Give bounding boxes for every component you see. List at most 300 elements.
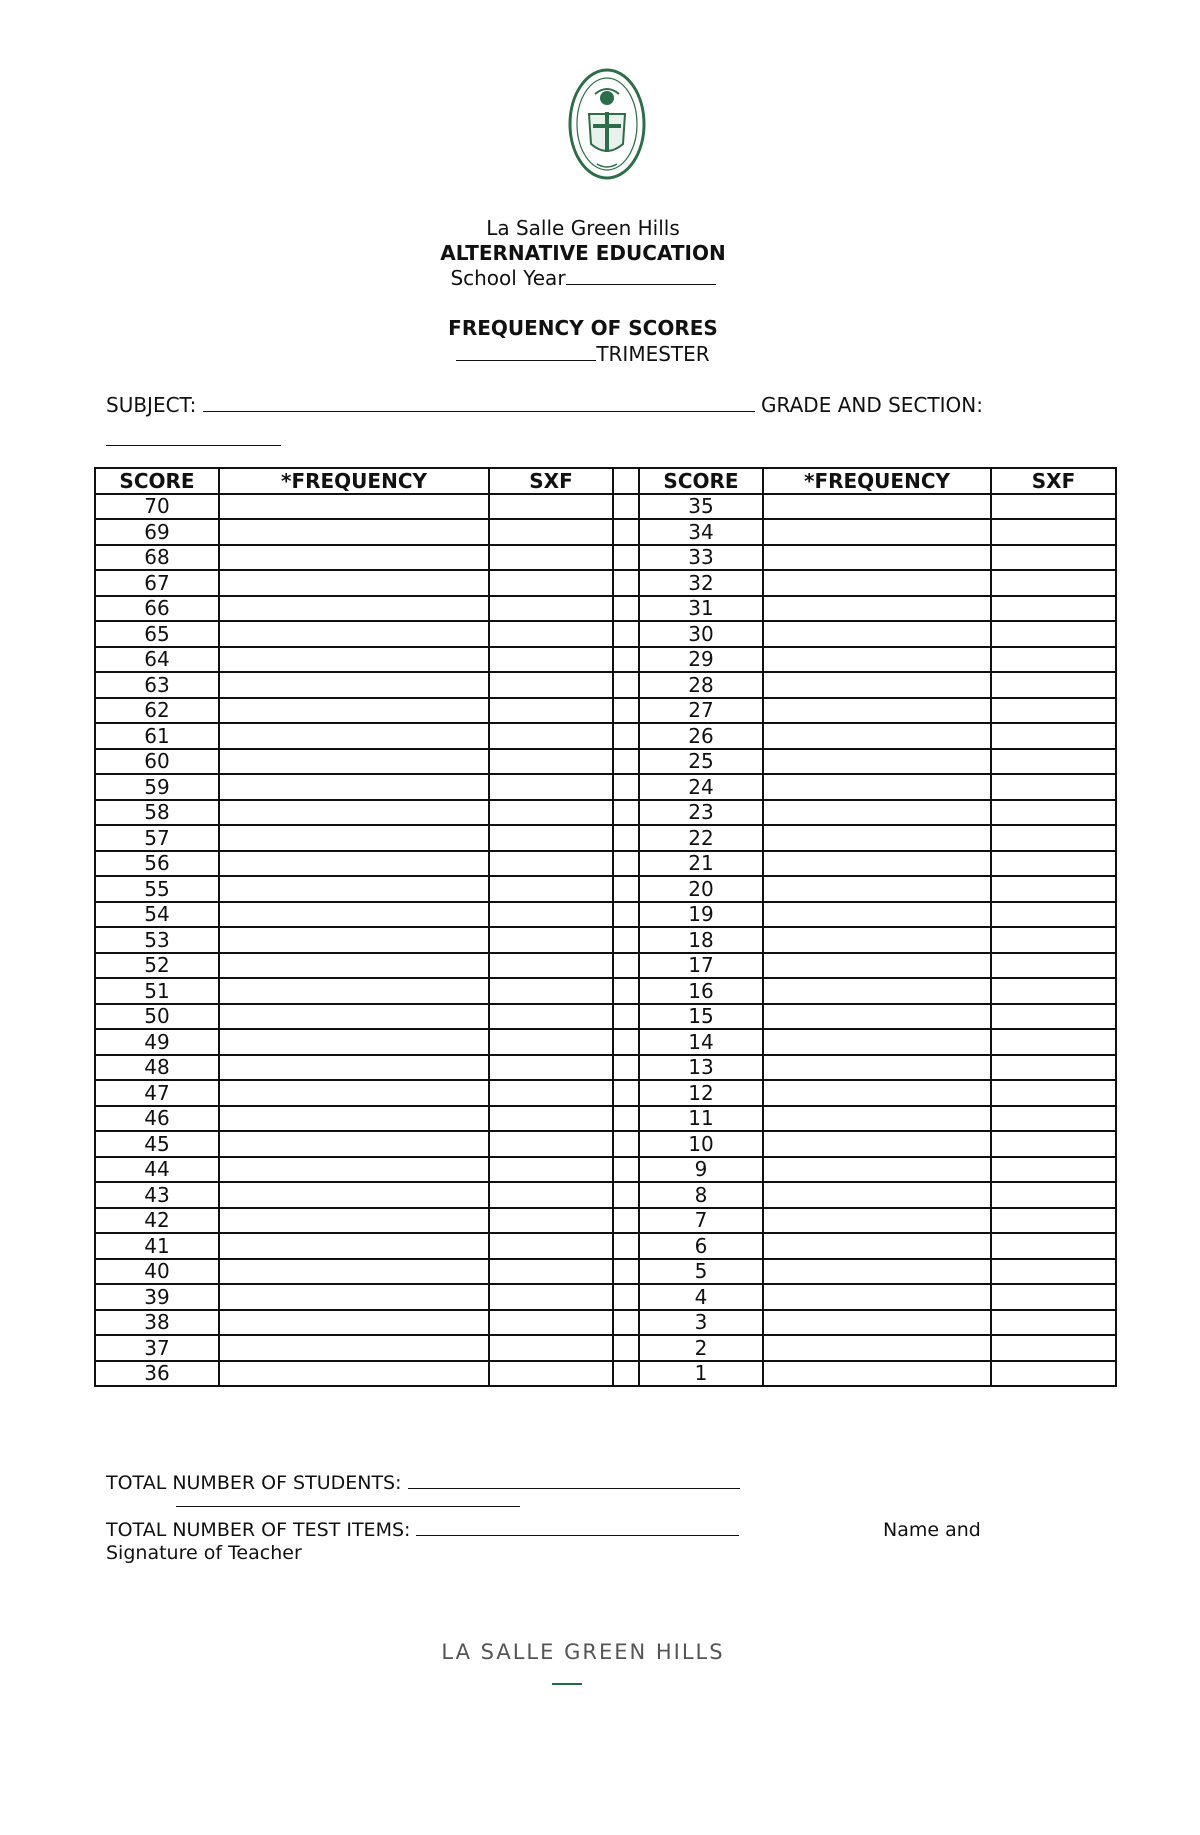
table-row [95,978,1116,1004]
frequency-cell-left[interactable] [219,1284,489,1310]
total-students-label: TOTAL NUMBER OF STUDENTS: [106,1472,402,1494]
frequency-cell-left[interactable] [219,494,489,520]
sxf-cell-left[interactable] [489,596,613,622]
score-cell-left: 54 [95,902,219,928]
score-cell-right: 27 [639,698,763,724]
sxf-cell-right[interactable] [991,621,1116,647]
school-year-blank[interactable] [566,284,716,285]
sxf-cell-left[interactable] [489,570,613,596]
sxf-cell-right[interactable] [991,672,1116,698]
frequency-cell-right[interactable] [763,519,991,545]
sxf-cell-right[interactable] [991,545,1116,571]
score-cell-right: 9 [639,1157,763,1183]
column-gap-cell [613,1029,639,1055]
frequency-cell-left[interactable] [219,876,489,902]
score-cell-left: 36 [95,1361,219,1387]
score-cell-right: 20 [639,876,763,902]
column-gap-cell [613,749,639,775]
col-header-score-right: SCORE [639,468,763,494]
table-row [95,851,1116,877]
score-cell-left: 56 [95,851,219,877]
frequency-cell-left[interactable] [219,519,489,545]
frequency-cell-right[interactable] [763,494,991,520]
score-cell-left: 57 [95,825,219,851]
score-cell-left: 70 [95,494,219,520]
score-cell-left: 45 [95,1131,219,1157]
table-body [95,494,1116,1387]
frequency-cell-right[interactable] [763,1182,991,1208]
score-cell-right: 1 [639,1361,763,1387]
score-cell-left: 41 [95,1233,219,1259]
column-gap-cell [613,1106,639,1132]
column-gap-cell [613,876,639,902]
frequency-cell-right[interactable] [763,749,991,775]
col-header-score-left: SCORE [95,468,219,494]
frequency-cell-left[interactable] [219,927,489,953]
table-row [95,1233,1116,1259]
table-row [95,1182,1116,1208]
frequency-cell-left[interactable] [219,1208,489,1234]
score-cell-right: 34 [639,519,763,545]
sxf-cell-left[interactable] [489,851,613,877]
column-gap-cell [613,1080,639,1106]
sxf-cell-left[interactable] [489,1335,613,1361]
column-gap-cell [613,1131,639,1157]
frequency-cell-left[interactable] [219,596,489,622]
frequency-cell-right[interactable] [763,851,991,877]
sxf-cell-left[interactable] [489,1106,613,1132]
school-year-line [0,266,1166,290]
column-gap-cell [613,519,639,545]
total-items-label: TOTAL NUMBER OF TEST ITEMS: [106,1519,411,1541]
sxf-cell-left[interactable] [489,1029,613,1055]
column-gap-cell [613,953,639,979]
column-gap-cell [613,570,639,596]
frequency-cell-right[interactable] [763,1208,991,1234]
sxf-cell-right[interactable] [991,1004,1116,1030]
table-row [95,545,1116,571]
col-header-frequency-right: *FREQUENCY [763,468,991,494]
frequency-cell-right[interactable] [763,545,991,571]
sxf-cell-left[interactable] [489,672,613,698]
sxf-cell-left[interactable] [489,1310,613,1336]
score-cell-right: 2 [639,1335,763,1361]
sxf-cell-right[interactable] [991,647,1116,673]
frequency-cell-left[interactable] [219,1157,489,1183]
sxf-cell-right[interactable] [991,1361,1116,1387]
subject-line [106,393,983,417]
table-row [95,570,1116,596]
score-cell-left: 63 [95,672,219,698]
frequency-cell-right[interactable] [763,1106,991,1132]
sxf-cell-right[interactable] [991,876,1116,902]
frequency-cell-left[interactable] [219,825,489,851]
score-cell-right: 6 [639,1233,763,1259]
score-cell-left: 37 [95,1335,219,1361]
frequency-cell-left[interactable] [219,621,489,647]
sxf-cell-right[interactable] [991,1055,1116,1081]
signature-of-teacher-label: Signature of Teacher [106,1542,302,1564]
frequency-cell-left[interactable] [219,1131,489,1157]
frequency-cell-right[interactable] [763,927,991,953]
frequency-cell-left[interactable] [219,1310,489,1336]
frequency-cell-left[interactable] [219,953,489,979]
score-cell-right: 26 [639,723,763,749]
sxf-cell-left[interactable] [489,927,613,953]
table-row [95,723,1116,749]
column-gap-cell [613,698,639,724]
col-header-frequency-left: *FREQUENCY [219,468,489,494]
sxf-cell-left[interactable] [489,621,613,647]
score-cell-left: 55 [95,876,219,902]
column-gap [613,468,639,494]
table-row [95,876,1116,902]
frequency-cell-left[interactable] [219,800,489,826]
frequency-cell-right[interactable] [763,825,991,851]
column-gap-cell [613,1157,639,1183]
grade-section-label: GRADE AND SECTION: [761,393,983,417]
score-cell-left: 46 [95,1106,219,1132]
sxf-cell-left[interactable] [489,723,613,749]
sxf-cell-right[interactable] [991,1335,1116,1361]
score-cell-right: 33 [639,545,763,571]
sxf-cell-right[interactable] [991,723,1116,749]
frequency-cell-left[interactable] [219,749,489,775]
sxf-cell-left[interactable] [489,545,613,571]
frequency-cell-right[interactable] [763,1310,991,1336]
score-cell-right: 25 [639,749,763,775]
frequency-cell-right[interactable] [763,876,991,902]
sxf-cell-left[interactable] [489,953,613,979]
table-row [95,1106,1116,1132]
table-row [95,596,1116,622]
sxf-cell-left[interactable] [489,800,613,826]
column-gap-cell [613,545,639,571]
sxf-cell-right[interactable] [991,1157,1116,1183]
score-cell-right: 11 [639,1106,763,1132]
column-gap-cell [613,851,639,877]
table-row [95,1004,1116,1030]
score-cell-right: 35 [639,494,763,520]
frequency-cell-left[interactable] [219,545,489,571]
frequency-cell-left[interactable] [219,1055,489,1081]
sxf-cell-left[interactable] [489,902,613,928]
frequency-cell-right[interactable] [763,953,991,979]
frequency-cell-left[interactable] [219,978,489,1004]
sxf-cell-left[interactable] [489,1055,613,1081]
column-gap-cell [613,672,639,698]
sxf-cell-right[interactable] [991,519,1116,545]
brand-divider [552,1683,582,1685]
sxf-cell-left[interactable] [489,647,613,673]
column-gap-cell [613,902,639,928]
table-row [95,749,1116,775]
sxf-cell-left[interactable] [489,1131,613,1157]
score-cell-left: 38 [95,1310,219,1336]
sxf-cell-left[interactable] [489,978,613,1004]
column-gap-cell [613,1055,639,1081]
frequency-cell-left[interactable] [219,672,489,698]
trimester-line [0,342,1166,366]
sxf-cell-right[interactable] [991,570,1116,596]
score-cell-right: 7 [639,1208,763,1234]
sxf-cell-right[interactable] [991,1106,1116,1132]
school-year-label: School Year [450,266,566,290]
frequency-cell-right[interactable] [763,902,991,928]
score-cell-left: 58 [95,800,219,826]
sxf-cell-left[interactable] [489,1080,613,1106]
table-row [95,1131,1116,1157]
frequency-cell-left[interactable] [219,1182,489,1208]
column-gap-cell [613,1233,639,1259]
frequency-cell-right[interactable] [763,1233,991,1259]
score-cell-left: 68 [95,545,219,571]
frequency-cell-right[interactable] [763,621,991,647]
score-cell-right: 31 [639,596,763,622]
score-cell-right: 16 [639,978,763,1004]
sxf-cell-left[interactable] [489,519,613,545]
column-gap-cell [613,1208,639,1234]
frequency-cell-right[interactable] [763,978,991,1004]
score-cell-right: 24 [639,774,763,800]
score-cell-right: 8 [639,1182,763,1208]
sxf-cell-right[interactable] [991,1080,1116,1106]
sxf-cell-left[interactable] [489,825,613,851]
frequency-cell-right[interactable] [763,672,991,698]
sxf-cell-right[interactable] [991,1131,1116,1157]
score-cell-left: 62 [95,698,219,724]
table-row [95,1080,1116,1106]
score-cell-left: 39 [95,1284,219,1310]
sxf-cell-right[interactable] [991,1029,1116,1055]
score-cell-right: 30 [639,621,763,647]
frequency-cell-left[interactable] [219,774,489,800]
table-row [95,953,1116,979]
column-gap-cell [613,1361,639,1387]
score-cell-left: 43 [95,1182,219,1208]
sxf-cell-right[interactable] [991,953,1116,979]
frequency-cell-left[interactable] [219,698,489,724]
sxf-cell-left[interactable] [489,876,613,902]
table-row [95,1335,1116,1361]
score-cell-right: 12 [639,1080,763,1106]
column-gap-cell [613,723,639,749]
score-cell-right: 22 [639,825,763,851]
frequency-cell-right[interactable] [763,1361,991,1387]
frequency-cell-left[interactable] [219,647,489,673]
trimester-label: TRIMESTER [596,342,710,366]
table-row [95,1055,1116,1081]
frequency-cell-left[interactable] [219,570,489,596]
score-cell-right: 19 [639,902,763,928]
frequency-cell-right[interactable] [763,1335,991,1361]
score-cell-right: 15 [639,1004,763,1030]
table-row [95,1361,1116,1387]
table-row [95,494,1116,520]
sxf-cell-right[interactable] [991,1208,1116,1234]
sxf-cell-right[interactable] [991,1259,1116,1285]
frequency-cell-right[interactable] [763,800,991,826]
sxf-cell-left[interactable] [489,1233,613,1259]
sxf-cell-right[interactable] [991,749,1116,775]
form-title: FREQUENCY OF SCORES [448,316,718,340]
frequency-cell-left[interactable] [219,1080,489,1106]
score-cell-left: 66 [95,596,219,622]
total-items-blank[interactable] [416,1535,739,1536]
name-and-label: Name and [883,1519,981,1541]
score-cell-left: 40 [95,1259,219,1285]
table-row [95,927,1116,953]
score-cell-left: 53 [95,927,219,953]
sxf-cell-right[interactable] [991,1233,1116,1259]
score-cell-right: 3 [639,1310,763,1336]
frequency-cell-right[interactable] [763,1284,991,1310]
school-seal-logo [567,66,647,192]
sxf-cell-left[interactable] [489,494,613,520]
score-cell-right: 28 [639,672,763,698]
sxf-cell-left[interactable] [489,1361,613,1387]
sxf-cell-left[interactable] [489,749,613,775]
table-row [95,774,1116,800]
sxf-cell-left[interactable] [489,1157,613,1183]
score-cell-left: 64 [95,647,219,673]
score-cell-right: 23 [639,800,763,826]
program-title: ALTERNATIVE EDUCATION [440,241,726,265]
score-cell-left: 59 [95,774,219,800]
score-cell-left: 50 [95,1004,219,1030]
column-gap-cell [613,1335,639,1361]
frequency-cell-left[interactable] [219,1335,489,1361]
score-cell-left: 52 [95,953,219,979]
score-cell-left: 48 [95,1055,219,1081]
sxf-cell-right[interactable] [991,927,1116,953]
frequency-cell-right[interactable] [763,723,991,749]
column-gap-cell [613,825,639,851]
frequency-cell-left[interactable] [219,1233,489,1259]
sxf-cell-right[interactable] [991,902,1116,928]
score-cell-left: 51 [95,978,219,1004]
table-row [95,800,1116,826]
table-row [95,672,1116,698]
score-cell-left: 44 [95,1157,219,1183]
score-cell-left: 69 [95,519,219,545]
table-row [95,902,1116,928]
frequency-cell-right[interactable] [763,570,991,596]
trimester-blank[interactable] [456,360,596,361]
frequency-cell-left[interactable] [219,1361,489,1387]
total-students-blank[interactable] [408,1488,740,1489]
sxf-cell-left[interactable] [489,698,613,724]
frequency-cell-right[interactable] [763,1004,991,1030]
sxf-cell-left[interactable] [489,1284,613,1310]
sxf-cell-right[interactable] [991,1284,1116,1310]
score-cell-right: 21 [639,851,763,877]
table-row [95,1284,1116,1310]
score-cell-left: 67 [95,570,219,596]
sxf-cell-right[interactable] [991,698,1116,724]
frequency-cell-left[interactable] [219,1259,489,1285]
sxf-cell-right[interactable] [991,851,1116,877]
sxf-cell-left[interactable] [489,774,613,800]
table-row [95,621,1116,647]
score-cell-right: 4 [639,1284,763,1310]
school-name: La Salle Green Hills [486,216,680,240]
sxf-cell-right[interactable] [991,825,1116,851]
score-cell-right: 5 [639,1259,763,1285]
frequency-cell-right[interactable] [763,596,991,622]
score-cell-left: 61 [95,723,219,749]
sxf-cell-left[interactable] [489,1259,613,1285]
frequency-cell-left[interactable] [219,1029,489,1055]
frequency-cell-left[interactable] [219,1106,489,1132]
column-gap-cell [613,494,639,520]
frequency-cell-right[interactable] [763,774,991,800]
score-cell-right: 32 [639,570,763,596]
column-gap-cell [613,621,639,647]
frequency-cell-left[interactable] [219,1004,489,1030]
sxf-cell-left[interactable] [489,1182,613,1208]
sxf-cell-left[interactable] [489,1208,613,1234]
sxf-cell-right[interactable] [991,1182,1116,1208]
score-cell-left: 49 [95,1029,219,1055]
frequency-cell-right[interactable] [763,1157,991,1183]
table-row [95,519,1116,545]
sxf-cell-right[interactable] [991,494,1116,520]
score-cell-left: 42 [95,1208,219,1234]
table-row [95,1259,1116,1285]
score-cell-left: 47 [95,1080,219,1106]
subject-label: SUBJECT: [106,393,197,417]
frequency-cell-left[interactable] [219,851,489,877]
frequency-cell-left[interactable] [219,902,489,928]
sxf-cell-left[interactable] [489,1004,613,1030]
table-row [95,647,1116,673]
column-gap-cell [613,1310,639,1336]
frequency-cell-right[interactable] [763,1131,991,1157]
score-cell-right: 29 [639,647,763,673]
table-row [95,1157,1116,1183]
frequency-cell-right[interactable] [763,1055,991,1081]
column-gap-cell [613,647,639,673]
score-cell-right: 18 [639,927,763,953]
column-gap-cell [613,978,639,1004]
subject-blank[interactable] [203,411,755,412]
brand-name: LA SALLE GREEN HILLS [441,1640,725,1664]
frequency-cell-right[interactable] [763,1259,991,1285]
score-cell-right: 13 [639,1055,763,1081]
score-cell-right: 14 [639,1029,763,1055]
sxf-cell-right[interactable] [991,800,1116,826]
frequency-cell-right[interactable] [763,1029,991,1055]
col-header-sxf-left: SXF [489,468,613,494]
total-students-line [106,1472,740,1494]
frequency-cell-right[interactable] [763,698,991,724]
table-row [95,1310,1116,1336]
column-gap-cell [613,774,639,800]
frequency-cell-left[interactable] [219,723,489,749]
grade-section-blank[interactable] [106,425,281,446]
sxf-cell-right[interactable] [991,978,1116,1004]
frequency-cell-right[interactable] [763,647,991,673]
sxf-cell-right[interactable] [991,596,1116,622]
sxf-cell-right[interactable] [991,774,1116,800]
table-row [95,825,1116,851]
frequency-cell-right[interactable] [763,1080,991,1106]
total-students-blank-continued[interactable] [176,1498,520,1507]
column-gap-cell [613,1004,639,1030]
sxf-cell-right[interactable] [991,1310,1116,1336]
column-gap-cell [613,800,639,826]
